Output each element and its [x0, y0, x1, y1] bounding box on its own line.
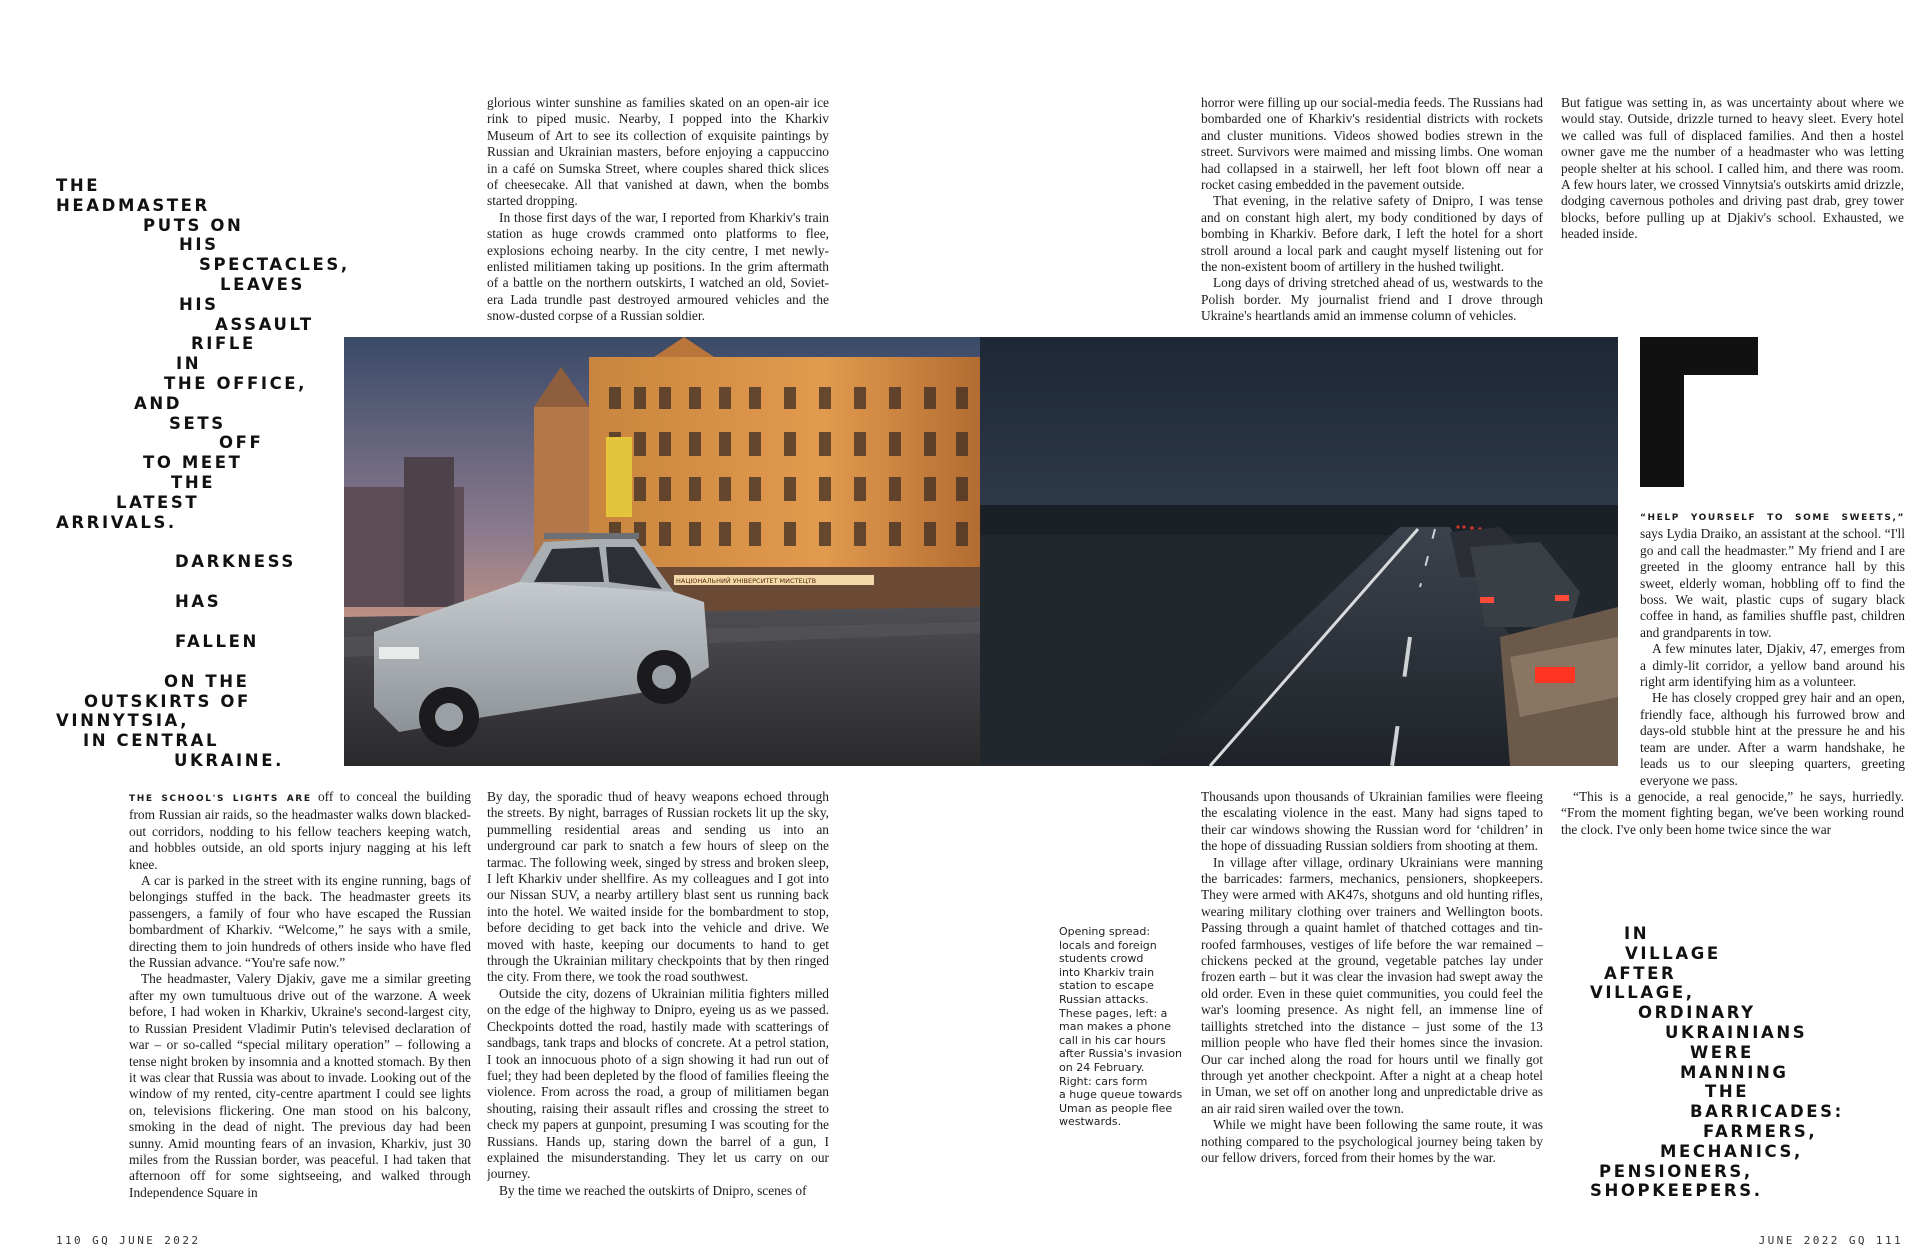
- column-top-2: [1201, 95, 1543, 327]
- caption-line: call in his car hours: [1059, 1033, 1166, 1047]
- pull-quote-line: OFF: [219, 433, 264, 453]
- pull-quote-line: HIS: [179, 235, 219, 255]
- body-paragraph: By the time we reached the outskirts of Dnipro, scenes of: [499, 1182, 807, 1198]
- body-paragraph: But fatigue was setting in, as was uncertainty about where we would stay. Outside, drizzle turned to heavy sleet. Every hotel we called was full of displaced families. And then a hostel owner gave me the number of a headmaster who was letting people shelter at his school. I called him, and there was room. A few hours later, we crossed Vinnytsia's outskirts amid drizzle, dodging cavernous potholes and driving past drab, grey tower blocks, before pulling up at Djakiv's school. Exhausted, we headed inside.: [1561, 95, 1904, 242]
- body-text: says Lydia Draiko, an assistant at the school. “I'll go and call the headmaster.” My friend and I are greeted in the gloomy entrance hall by this sweet, elderly woman, hobbling off to find the boss. We wait, plastic cups of sugary black coffee in hand, as families shuffle past, children and grandparents in tow.: [1640, 526, 1905, 640]
- pull-quote-line: VINNYTSIA,: [56, 711, 190, 731]
- column-top-1: [487, 95, 829, 327]
- caption-line: Opening spread:: [1059, 925, 1151, 938]
- body-paragraph: “This is a genocide, a real genocide,” he says, hurriedly. “From the moment fighting began, we've been working round the clock. I've only been home twice since the war: [1561, 789, 1904, 837]
- photo-kharkiv-lada: [344, 337, 980, 766]
- caption-line: after Russia's invasion: [1059, 1047, 1182, 1061]
- pull-quote-line: MANNING: [1680, 1062, 1789, 1082]
- pull-quote-line: WERE: [1690, 1042, 1754, 1062]
- body-paragraph: Outside the city, dozens of Ukrainian militia fighters milled on the edge of the highway to Dnipro, eyeing us as we passed. Checkpoints dotted the road, hastily made with scatterings of sandbags, tank traps and blocks of concrete. At a petrol station, I took an innocuous photo of a sign showing it had run out of fuel; they had been depleted by the flood of families fleeing the violence. From across the road, a group of militiamen began shouting, raising their assault rifles and crossing the street to check my papers at gunpoint, presuming I was scouting for the Russians. Hands up, staring down the barrel of a gun, I explained the misunderstanding. They let us carry on our journey.: [487, 985, 829, 1182]
- pull-quote-line: THE: [56, 176, 101, 195]
- university-sign: НАЦІОНАЛЬНИЙ УНІВЕРСИТЕТ МИСТЕЦТВ: [676, 577, 817, 585]
- body-paragraph: He has closely cropped grey hair and an open, friendly face, although his furrowed brow and days-old stubble hint at the pressure he and his team are under. After a warm handshake, he leads us to our sleeping quarters, greeting everyone we pass.: [1640, 690, 1905, 788]
- pull-quote-line: OUTSKIRTS OF: [84, 691, 251, 711]
- caption-line: on 24 February.: [1059, 1060, 1145, 1074]
- body-text: off to conceal the building from Russian air raids, so the headmaster walks down blacked-out corridors, nodding to his fellow teachers keeping watch, and hobbles outside, an old sports injury nagging at his left knee.: [129, 789, 471, 872]
- pull-quote-line: SETS: [169, 413, 226, 433]
- lead-in: THE SCHOOL'S LIGHTS ARE: [129, 794, 312, 804]
- pull-quote-line: HIS: [179, 294, 219, 314]
- body-paragraph: While we might have been following the same route, it was nothing compared to the psychological journey being taken by our fellow drivers, forced from their homes by the war.: [1201, 1117, 1543, 1165]
- column-bottom-2: [487, 789, 829, 1199]
- folio-left: 110 GQ JUNE 2022: [56, 1234, 201, 1247]
- body-paragraph: By day, the sporadic thud of heavy weapons echoed through the streets. By night, barrages of Russian rockets lit up the sky, pummelling residential areas and sending us into an underground car park to snatch a few hours of sleep on the tarmac. The following week, singed by stress and broken sleep, I left Kharkiv under shellfire. As my colleagues and I got into our Nissan SUV, a nearby artillery blast sent us running back into the hotel. We waited inside for the bombardment to stop, before deciding to get back into the vehicle and drive. We moved with haste, keeping our documents to hand to get through the Ukrainian military checkpoints that by then ringed the city. From there, we took the road southwest.: [487, 789, 829, 985]
- body-paragraph: In village after village, ordinary Ukrainians were manning the barricades: farmers, mechanics, pensioners, shopkeepers. They were armed with AK47s, shotguns and old hunting rifles, wearing military clothing over trainers and Wellington boots. Passing through a quaint hamlet of thatched cottages and tin-roofed farmhouses, vestiges of life before the war remained – chickens pecked at the ground, vegetable patches lay under frozen earth – but it was clear the invasion had swept away the old order. Even in these quiet communities, you could feel the war's looming presence. As night fell, an immense line of taillights stretched into the distance – just some of the 13 million people who have fled their homes since the invasion. Our car inched along the road for hours until we finally got through yet another checkpoint. After a night at a cheap hotel in Uman, we set off on another long and unpredictable drive as an air raid siren wailed over the town.: [1201, 854, 1543, 1116]
- column-bottom-3: [1201, 789, 1543, 1199]
- caption-line: into Kharkiv train: [1059, 965, 1155, 979]
- body-paragraph: A car is parked in the street with its engine running, bags of belongings stuffed in the back. The headmaster greets its passengers, a family of four who have escaped the Russian bombardment of Kharkiv. “Welcome,” he says with a smile, directing them to join hundreds of others inside who have fled the Russian advance. “You're safe now.”: [129, 873, 471, 971]
- photo-night-highway: [980, 337, 1618, 766]
- column-bottom-4: [1561, 789, 1904, 841]
- caption-line: a huge queue towards: [1059, 1088, 1183, 1102]
- pull-quote-line: AFTER: [1604, 963, 1677, 983]
- lead-in: “HELP YOURSELF TO SOME SWEETS,”: [1640, 513, 1905, 523]
- caption-line: Russian attacks.: [1059, 992, 1149, 1006]
- pull-quote-line: ASSAULT: [215, 314, 314, 334]
- pull-quote-line: FARMERS,: [1703, 1121, 1818, 1141]
- pull-quote-line: PUTS ON: [143, 215, 244, 235]
- pull-quote-line: PENSIONERS,: [1599, 1161, 1753, 1181]
- pull-quote-line: VILLAGE,: [1590, 983, 1695, 1003]
- pull-quote-line: DARKNESS: [175, 552, 296, 572]
- pull-quote-line: TO MEET: [143, 453, 243, 473]
- pull-quote-line: HEADMASTER: [56, 195, 210, 215]
- pull-quote-line: ARRIVALS.: [56, 512, 177, 532]
- body-paragraph: The headmaster, Valery Djakiv, gave me a similar greeting after my own tumultuous drive out of the warzone. A week before, I had woken in Kharkiv, Ukraine's second-largest city, to Russian President Vladimir Putin's televised declaration of war – or so-called “special military operation” – following a tense night broken by insomnia and a knotted stomach. By then it was clear that Russia was about to invade. Looking out of the window of my rented, city-centre apartment I could see lights on, televisions flickering. One man stood on his balcony, smoking in the dead of night. The previous day had been sunny. Amid mounting fears of an invasion, Kharkiv, just 30 miles from the Russian border, was peaceful. I had taken that afternoon off for some sightseeing, and walked through Independence Square in: [129, 971, 471, 1199]
- caption-line: station to escape: [1059, 979, 1154, 993]
- pull-quote-line: RIFLE: [191, 334, 256, 354]
- body-paragraph: [129, 789, 471, 873]
- pull-quote-line: BARRICADES:: [1690, 1102, 1844, 1122]
- pull-quote-line: MECHANICS,: [1660, 1141, 1803, 1161]
- body-paragraph: In those first days of the war, I reported from Kharkiv's train station as huge crowds crammed onto platforms to flee, explosions echoing nearby. In the city centre, I met newly-enlisted militiamen taking up positions. In the grim aftermath of a battle on the northern outskirts, I watched an old, Soviet-era Lada trundle past destroyed armoured vehicles and the snow-dusted corpse of a Russian soldier.: [487, 209, 829, 324]
- pull-quote-left: [56, 176, 356, 771]
- pull-quote-right: [1590, 924, 1910, 1201]
- pull-quote-line: HAS: [175, 592, 222, 612]
- caption-line: Uman as people flee: [1059, 1101, 1173, 1115]
- pull-quote-line: SHOPKEEPERS.: [1590, 1181, 1763, 1201]
- caption-line: These pages, left: a: [1059, 1006, 1168, 1020]
- body-paragraph: [1640, 508, 1905, 641]
- pull-quote-line: IN: [176, 354, 202, 374]
- column-bottom-1: [129, 789, 471, 1199]
- caption-line: westwards.: [1059, 1115, 1122, 1129]
- body-paragraph: Long days of driving stretched ahead of us, westwards to the Polish border. My journalist friend and I drove through Ukraine's heartlands amid an immense column of vehicles.: [1201, 275, 1543, 324]
- pull-quote-line: ON THE: [164, 671, 250, 691]
- body-paragraph: A few minutes later, Djakiv, 47, emerges from a dimly-lit corridor, a yellow band around his right arm identifying him as a volunteer.: [1640, 641, 1905, 690]
- column-top-3: [1561, 95, 1904, 245]
- body-paragraph: Thousands upon thousands of Ukrainian families were fleeing the escalating violence in the east. Many had signs taped to their car windows showing the Russian word for ‘children’ in the hope of dissuading Russian soldiers from shooting at them.: [1201, 789, 1543, 854]
- pull-quote-line: LATEST: [116, 492, 200, 512]
- body-paragraph: glorious winter sunshine as families skated on an open-air ice rink to piped music. Nearby, I popped into the Kharkiv Museum of Art to see its collection of exquisite paintings by Russian and Ukrainian masters, before enjoying a cappuccino in a café on Sumska Street, where couples shared thick slices of cheesecake. All that vanished at dawn, when the bombs started dropping.: [487, 95, 829, 209]
- folio-right: JUNE 2022 GQ 111: [1758, 1234, 1903, 1247]
- pull-quote-line: AND: [134, 393, 183, 413]
- pull-quote-line: THE: [171, 472, 216, 492]
- column-side: [1640, 508, 1905, 788]
- pull-quote-line: LEAVES: [220, 274, 305, 294]
- pull-quote-line: THE OFFICE,: [164, 373, 308, 393]
- caption-line: students crowd: [1059, 952, 1144, 966]
- pull-quote-line: THE: [1705, 1082, 1750, 1102]
- pull-quote-line: IN CENTRAL: [83, 731, 220, 751]
- caption-line: locals and foreign: [1059, 938, 1157, 952]
- caption-line: man makes a phone: [1059, 1020, 1172, 1034]
- pull-quote-line: VILLAGE: [1625, 943, 1721, 963]
- pull-quote-line: UKRAINIANS: [1665, 1022, 1808, 1042]
- pull-quote-line: FALLEN: [175, 631, 259, 651]
- body-paragraph: That evening, in the relative safety of Dnipro, I was tense and on constant high alert, my body conditioned by days of bombing in Kharkiv. Before dark, I left the hotel for a short stroll around a local park and caught myself listening out for the non-existent boom of artillery in the hushed twilight.: [1201, 193, 1543, 275]
- body-paragraph: horror were filling up our social-media feeds. The Russians had bombarded one of Kharkiv's residential districts with rockets and cluster munitions. Videos showed bodies strewn in the street. Survivors were maimed and missing limbs. One woman had collapsed in a stairwell, her left foot blown off near a rocket casing embedded in the pavement outside.: [1201, 95, 1543, 193]
- pull-quote-line: IN: [1624, 924, 1650, 943]
- black-corner-mark-side: [1640, 337, 1684, 487]
- photo-caption: [1059, 925, 1199, 1129]
- pull-quote-line: SPECTACLES,: [199, 255, 350, 275]
- caption-line: Right: cars form: [1059, 1074, 1148, 1088]
- pull-quote-line: UKRAINE.: [174, 750, 284, 770]
- pull-quote-line: ORDINARY: [1638, 1003, 1756, 1023]
